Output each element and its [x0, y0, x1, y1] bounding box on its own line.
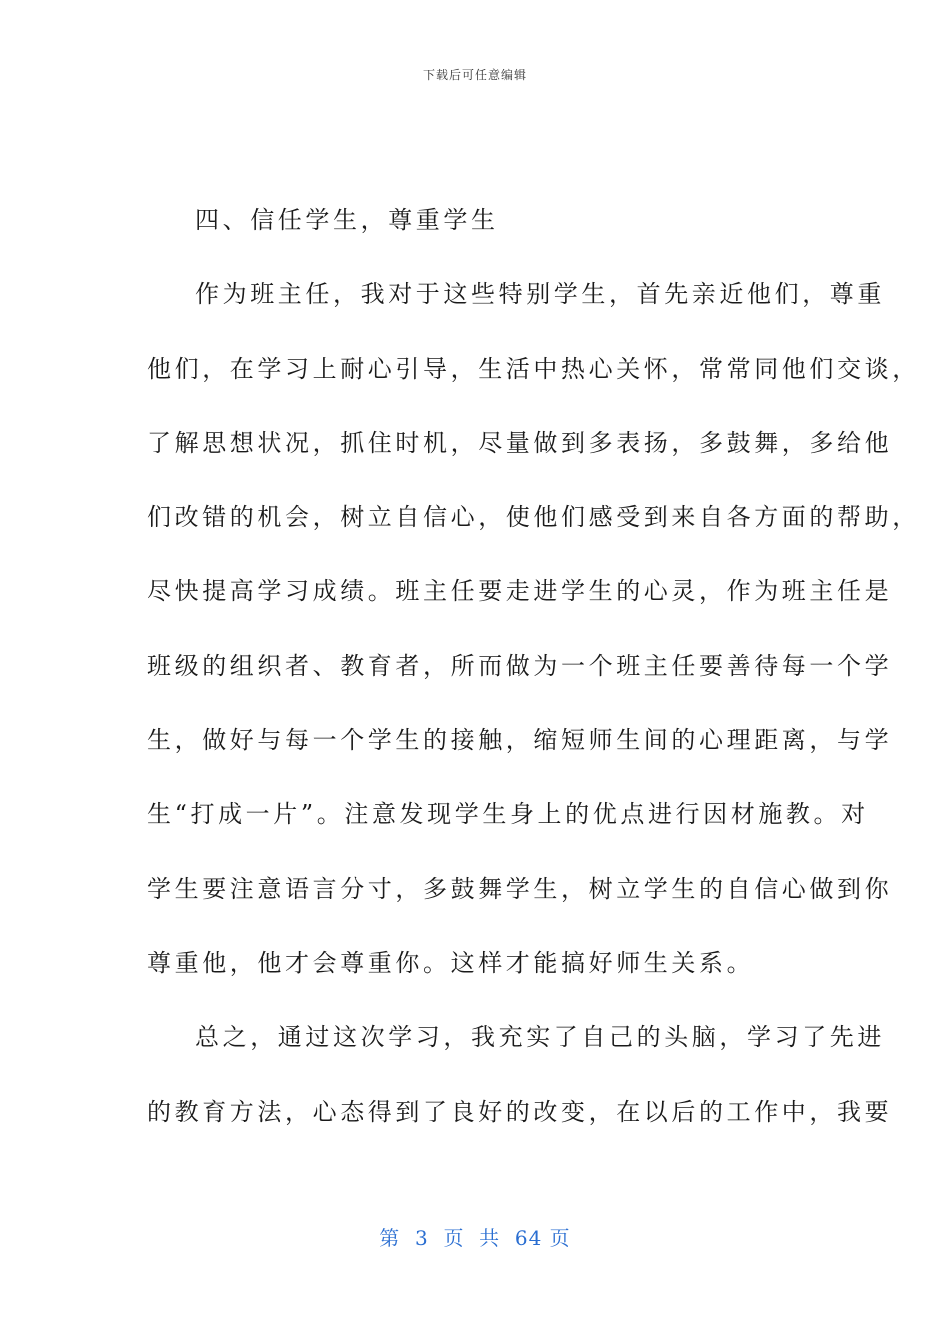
paragraph-line: 班级的组织者、教育者，所而做为一个班主任要善待每一个学 — [147, 651, 893, 680]
paragraph-line: 了解思想状况，抓住时机，尽量做到多表扬，多鼓舞，多给他 — [147, 428, 893, 457]
paragraph-line: 总之，通过这次学习，我充实了自己的头脑，学习了先进 — [195, 1023, 885, 1052]
section-heading: 四、信任学生，尊重学生 — [195, 206, 499, 234]
paragraph-line: 尽快提高学习成绩。班主任要走进学生的心灵，作为班主任是 — [147, 577, 893, 606]
paragraph-line: 他们，在学习上耐心引导，生活中热心关怀，常常同他们交谈， — [147, 354, 920, 383]
paragraph-line: 们改错的机会，树立自信心，使他们感受到来自各方面的帮助， — [147, 503, 920, 532]
paragraph-line: 作为班主任，我对于这些特别学生，首先亲近他们，尊重 — [195, 280, 885, 309]
paragraph-line: 生，做好与每一个学生的接触，缩短师生间的心理距离，与学 — [147, 726, 893, 755]
page-number-footer: 第 3 页 共 64 页 — [379, 1226, 571, 1250]
document-body — [147, 194, 920, 1160]
page-header-note: 下载后可任意编辑 — [422, 68, 527, 82]
paragraph-line: 学生要注意语言分寸，多鼓舞学生，树立学生的自信心做到你 — [147, 874, 893, 903]
paragraph-line: 生“打成一片”。注意发现学生身上的优点进行因材施教。对 — [147, 800, 869, 829]
paragraph-line: 的教育方法，心态得到了良好的改变，在以后的工作中，我要 — [147, 1097, 893, 1126]
paragraph-line: 尊重他，他才会尊重你。这样才能搞好师生关系。 — [147, 948, 755, 977]
